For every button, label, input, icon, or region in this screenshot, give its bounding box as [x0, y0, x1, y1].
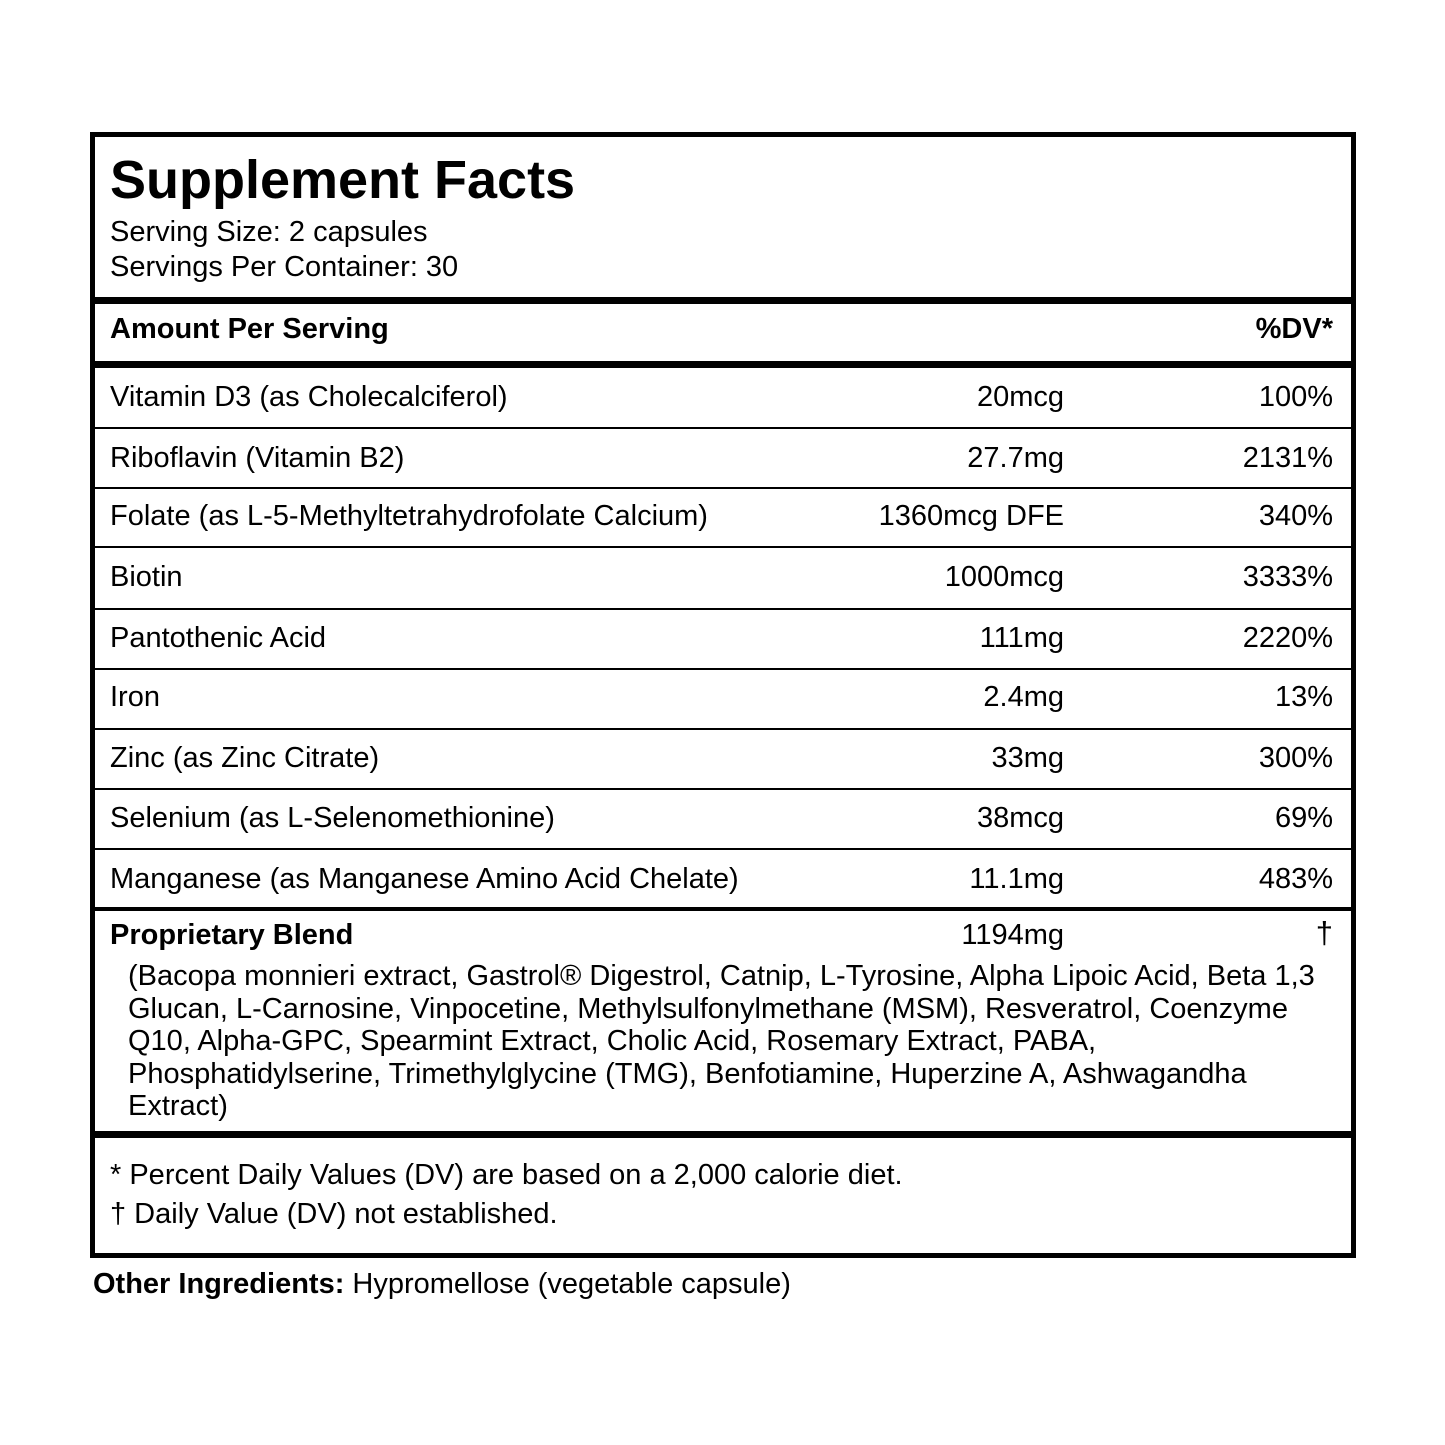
nutrient-dv: 483% — [1258, 863, 1333, 895]
nutrient-amount: 2.4mg — [983, 681, 1064, 713]
nutrient-name: Selenium (as L-Selenomethionine) — [110, 802, 555, 834]
nutrient-name: Riboflavin (Vitamin B2) — [110, 442, 405, 474]
nutrient-name: Biotin — [110, 561, 183, 593]
nutrient-row — [95, 429, 1351, 488]
nutrient-amount: 20mcg — [976, 381, 1064, 413]
nutrient-amount: 111mg — [979, 622, 1064, 654]
other-ingredients-label: Other Ingredients: — [93, 1268, 345, 1300]
nutrient-amount: 33mg — [991, 742, 1064, 774]
dagger-footnote: † Daily Value (DV) not established. — [110, 1198, 558, 1230]
nutrient-name: Folate (as L-5-Methyltetrahydrofolate Calcium) — [110, 500, 708, 532]
nutrient-dv: 2220% — [1242, 622, 1333, 654]
divider-thick — [95, 361, 1351, 368]
divider-thick — [95, 1131, 1351, 1138]
divider-medium — [95, 907, 1351, 911]
proprietary-blend-amount: 1194mg — [961, 919, 1064, 951]
divider-thick — [95, 297, 1351, 304]
nutrient-amount: 1360mcg DFE — [878, 500, 1064, 532]
nutrient-amount: 11.1mg — [969, 863, 1064, 895]
amount-per-serving-header: Amount Per Serving — [110, 313, 389, 345]
nutrient-name: Zinc (as Zinc Citrate) — [110, 742, 380, 774]
servings-per-container: Servings Per Container: 30 — [110, 251, 459, 283]
proprietary-blend-dv: † — [1315, 915, 1333, 950]
dv-header: %DV* — [1255, 313, 1333, 345]
nutrient-dv: 100% — [1258, 381, 1333, 413]
nutrient-name: Pantothenic Acid — [110, 622, 327, 654]
supplement-facts-panel — [90, 132, 1356, 1258]
nutrient-dv: 3333% — [1242, 561, 1333, 593]
nutrient-dv: 300% — [1258, 742, 1333, 774]
other-ingredients — [93, 1266, 791, 1302]
proprietary-blend-ingredients: (Bacopa monnieri extract, Gastrol® Digestrol, Catnip, L-Tyrosine, Alpha Lipoic Acid, Beta 1,3 Glucan, L-Carnosine, Vinpocetine, Methylsulfonylmethane (MSM), Resveratrol, Coenzyme Q10, Alpha-GPC, Spearmint Extract, Cholic Acid, Rosemary Extract, PABA, Phosphatidylserine, Trimethylglycine (TMG), Benfotiamine, Huperzine A, Ashwagandha Extract) — [128, 960, 1315, 1122]
nutrient-name: Manganese (as Manganese Amino Acid Chelate) — [110, 863, 739, 895]
nutrient-dv: 69% — [1274, 802, 1333, 834]
other-ingredients-value: Hypromellose (vegetable capsule) — [352, 1268, 791, 1300]
nutrient-name: Vitamin D3 (as Cholecalciferol) — [110, 381, 508, 413]
nutrient-row — [95, 668, 1351, 727]
nutrient-row — [95, 368, 1351, 427]
nutrient-amount: 1000mcg — [944, 561, 1064, 593]
nutrient-row — [95, 789, 1351, 848]
dv-footnote: * Percent Daily Values (DV) are based on a 2,000 calorie diet. — [110, 1159, 903, 1191]
nutrient-amount: 38mcg — [976, 802, 1064, 834]
nutrient-dv: 340% — [1258, 500, 1333, 532]
nutrient-row — [95, 487, 1351, 546]
nutrient-row — [95, 729, 1351, 788]
panel-title: Supplement Facts — [110, 150, 576, 210]
nutrient-row — [95, 609, 1351, 668]
nutrient-name: Iron — [110, 681, 160, 713]
nutrient-dv: 2131% — [1242, 442, 1333, 474]
nutrient-row — [95, 548, 1351, 607]
nutrient-row — [95, 850, 1351, 909]
nutrient-dv: 13% — [1274, 681, 1333, 713]
nutrient-amount: 27.7mg — [967, 442, 1064, 474]
serving-size: Serving Size: 2 capsules — [110, 216, 428, 248]
proprietary-blend-name: Proprietary Blend — [110, 919, 354, 951]
